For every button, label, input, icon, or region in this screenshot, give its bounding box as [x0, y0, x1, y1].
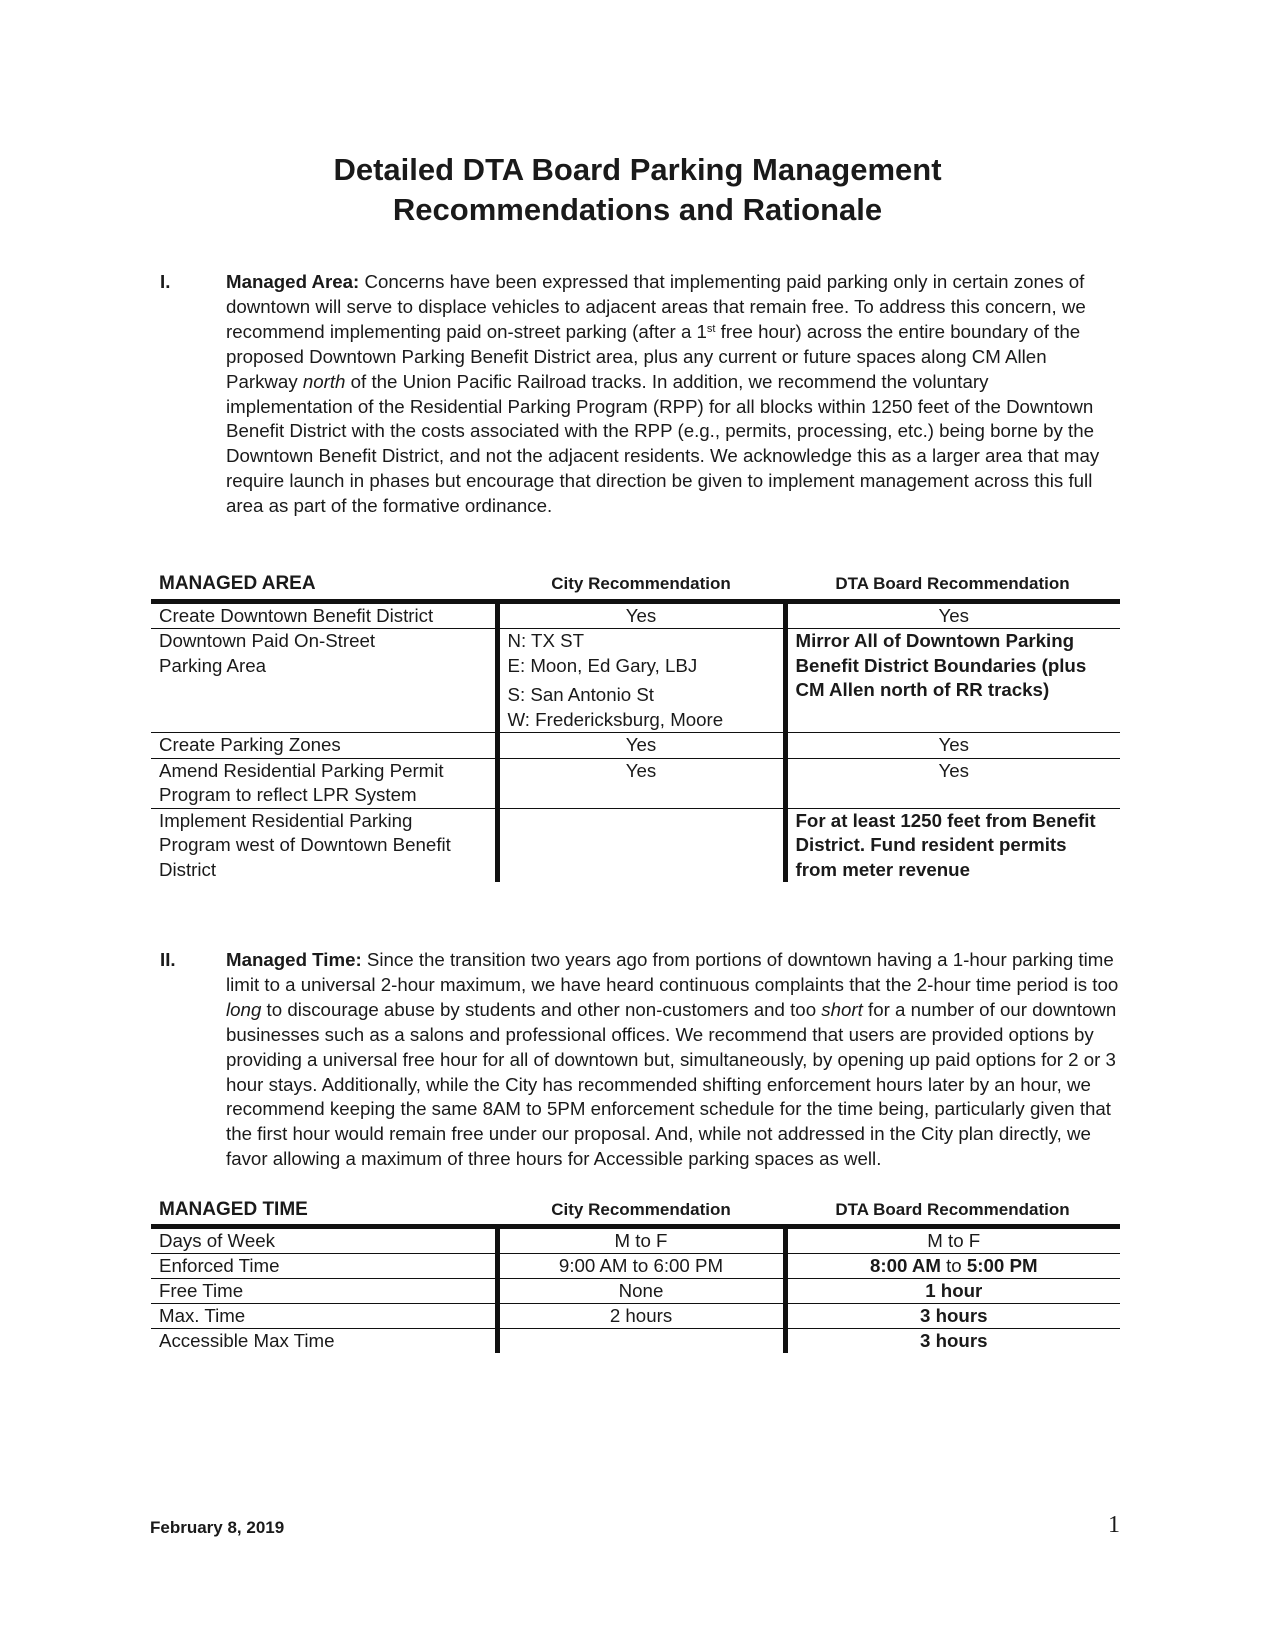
row-city: Yes: [497, 733, 785, 759]
row-city: M to F: [497, 1227, 785, 1254]
section-number: II.: [160, 949, 176, 970]
row-dta: 1 hour: [785, 1279, 1120, 1304]
row-city: [497, 629, 785, 733]
section-text: free hour) across the entire boundary of the proposed Downtown Parking Benefit District area, plus any current or future spaces along CM Allen Parkway: [226, 320, 1081, 392]
table-row: [151, 1254, 1120, 1279]
section-text-sup: st: [706, 322, 716, 335]
section-text-italic: short: [821, 998, 863, 1020]
table-row: [151, 1329, 1120, 1354]
section-text: of the Union Pacific Railroad tracks. In addition, we recommend the voluntary implementation of the Residential Parking Program (RPP) for all blocks within 1250 feet of the Downtown Benefit District with the costs associated with the RPP (e.g., permits, processing, etc.) being borne by the Downtown Benefit District, and not the adjacent residents. We acknowledge this as a larger area that may require launch in phases but encourage that direction be given to implement management across this full area as part of the formative ordinance.: [226, 370, 1100, 517]
section-text-italic: long: [226, 998, 262, 1020]
city-boundary-east: E: Moon, Ed Gary, LBJ: [507, 654, 698, 676]
row-dta: M to F: [785, 1227, 1120, 1254]
table-header: [151, 1198, 1120, 1227]
section-managed-time: [160, 948, 1120, 1172]
section-text: Concerns have been expressed that implementing paid parking only in certain zones of downtown will serve to displace vehicles to adjacent areas that remain free. To address this concern, we recommend implementing paid on-street parking (after a 1: [226, 271, 1086, 342]
row-dta: 3 hours: [785, 1329, 1120, 1354]
row-dta: Mirror All of Downtown Parking Benefit District Boundaries (plus CM Allen north of RR tracks): [785, 629, 1120, 733]
table-header: [151, 572, 1120, 601]
row-dta: Yes: [785, 601, 1120, 629]
row-label: Free Time: [151, 1279, 497, 1304]
row-city: Yes: [497, 758, 785, 808]
table-row: [151, 1304, 1120, 1329]
header-dta-recommendation: DTA Board Recommendation: [785, 572, 1120, 601]
row-city: None: [497, 1279, 785, 1304]
row-label: Days of Week: [151, 1227, 497, 1254]
section-heading: Managed Time:: [226, 949, 362, 970]
section-text: for a number of our downtown businesses such as a salons and professional offices. We recommend that users are provided options by providing a universal free hour for all of downtown but, simultaneously, by opening up paid options for 2 or 3 hour stays. Additionally, while the City has recommended shifting enforcement hours later by an hour, we recommend keeping the same 8AM to 5PM enforcement schedule for the time being, particularly given that the first hour would remain free under our proposal. And, while not addressed in the City plan directly, we favor allowing a maximum of three hours for Accessible parking spaces as well.: [226, 998, 1117, 1170]
managed-time-table: [151, 1198, 1120, 1353]
table-row: [151, 629, 1120, 733]
section-text: to discourage abuse by students and other non-customers and too: [261, 998, 822, 1020]
dta-time-separator: to: [940, 1255, 967, 1276]
row-dta: 3 hours: [785, 1304, 1120, 1329]
row-label: Create Parking Zones: [151, 733, 497, 759]
row-label: Create Downtown Benefit District: [151, 601, 497, 629]
row-dta: [785, 1254, 1120, 1279]
row-city: [497, 808, 785, 882]
table-row: [151, 733, 1120, 759]
page-number: 1: [1108, 1512, 1120, 1538]
row-city: Yes: [497, 601, 785, 629]
row-label: Max. Time: [151, 1304, 497, 1329]
dta-start-time: 8:00 AM: [869, 1255, 941, 1276]
table-row: [151, 808, 1120, 882]
table-row: [151, 601, 1120, 629]
row-city: [497, 1329, 785, 1354]
section-number: I.: [160, 271, 171, 292]
header-managed-time: MANAGED TIME: [151, 1198, 497, 1227]
header-city-recommendation: City Recommendation: [497, 572, 785, 601]
table-row: [151, 1279, 1120, 1304]
row-city: 9:00 AM to 6:00 PM: [497, 1254, 785, 1279]
row-label: Amend Residential Parking Permit Program to reflect LPR System: [151, 758, 497, 808]
row-dta: Yes: [785, 758, 1120, 808]
city-boundary-west: W: Fredericksburg, Moore: [507, 708, 724, 730]
row-dta: For at least 1250 feet from Benefit District. Fund resident permits from meter revenue: [785, 808, 1120, 882]
section-managed-area: [160, 270, 1120, 519]
city-boundary-south: S: San Antonio St: [507, 684, 654, 705]
section-text: Since the transition two years ago from portions of downtown having a 1-hour parking time limit to a universal 2-hour maximum, we have heard continuous complaints that the 2-hour time period is too: [226, 949, 1119, 995]
managed-area-table: [151, 572, 1120, 882]
section-body: [226, 270, 1120, 519]
table-row: [151, 1227, 1120, 1254]
row-label: Enforced Time: [151, 1254, 497, 1279]
page-title: [0, 150, 1275, 230]
title-line-2: Recommendations and Rationale: [392, 192, 883, 227]
section-body: [226, 948, 1120, 1172]
section-text-italic: north: [302, 370, 346, 392]
table-row: [151, 758, 1120, 808]
header-dta-recommendation: DTA Board Recommendation: [785, 1198, 1120, 1227]
row-label: Accessible Max Time: [159, 1330, 335, 1351]
footer-date: February 8, 2019: [150, 1518, 285, 1537]
dta-end-time: 5:00 PM: [966, 1255, 1038, 1276]
row-city: 2 hours: [497, 1304, 785, 1329]
row-label: Implement Residential Parking Program west of Downtown Benefit District: [159, 809, 451, 880]
row-label: Downtown Paid On-Street Parking Area: [151, 629, 497, 733]
title-line-1: Detailed DTA Board Parking Management: [333, 152, 942, 187]
section-heading: Managed Area:: [226, 271, 360, 292]
header-city-recommendation: City Recommendation: [497, 1198, 785, 1227]
city-boundary-north: N: TX ST: [507, 630, 584, 651]
row-dta: Yes: [785, 733, 1120, 759]
header-managed-area: MANAGED AREA: [151, 572, 497, 601]
